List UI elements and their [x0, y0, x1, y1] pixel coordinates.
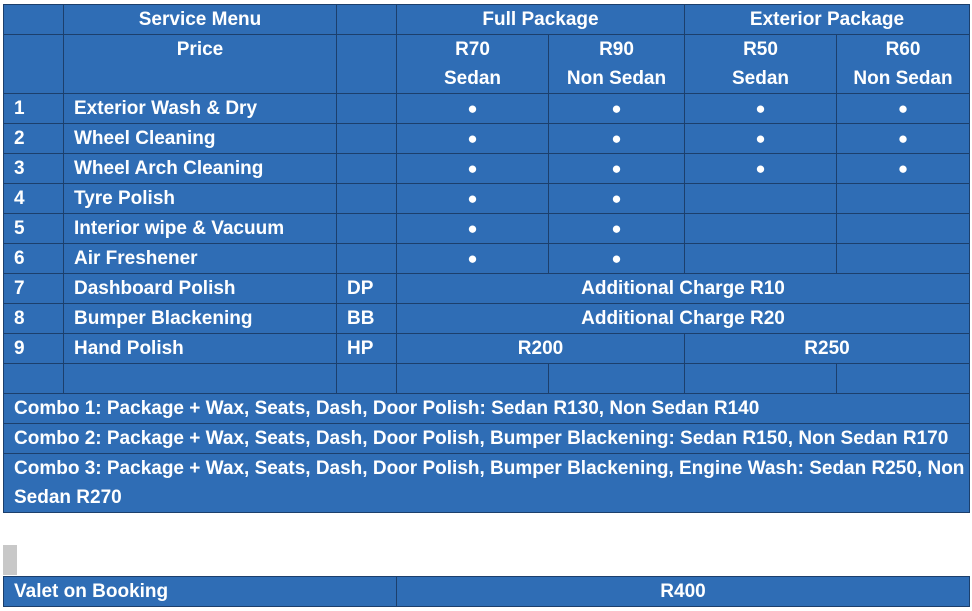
- full-package-heading: Full Package: [397, 5, 685, 35]
- service-name: Interior wipe & Vacuum: [64, 214, 337, 244]
- table-row: [4, 124, 970, 154]
- included-dot: ●: [549, 124, 685, 154]
- row-gap: [3, 545, 969, 575]
- header-blank-cell: [4, 35, 64, 94]
- table-row: [4, 244, 970, 274]
- price-heading: Price: [64, 35, 337, 94]
- price-column-header: [549, 35, 685, 94]
- table-row: [4, 304, 970, 334]
- included-dot: ●: [397, 124, 549, 154]
- row-number: 6: [4, 244, 64, 274]
- service-name: Wheel Cleaning: [64, 124, 337, 154]
- service-name: Wheel Arch Cleaning: [64, 154, 337, 184]
- blank-row: [4, 364, 970, 394]
- included-dot: ●: [549, 244, 685, 274]
- price-column-header: [685, 35, 837, 94]
- exterior-package-heading: Exterior Package: [685, 5, 970, 35]
- price-column-header: [397, 35, 549, 94]
- row-number: 3: [4, 154, 64, 184]
- empty-cell: [685, 244, 837, 274]
- included-dot: ●: [397, 154, 549, 184]
- service-code: [337, 94, 397, 124]
- service-menu-table: [3, 4, 970, 513]
- exterior-package-price: R250: [685, 334, 970, 364]
- included-dot: ●: [685, 124, 837, 154]
- empty-cell: [685, 214, 837, 244]
- included-dot: ●: [397, 214, 549, 244]
- column-price: R90: [599, 39, 634, 60]
- empty-cell: [837, 184, 970, 214]
- row-number: 2: [4, 124, 64, 154]
- full-package-price: R200: [397, 334, 685, 364]
- column-vehicle-type: Non Sedan: [853, 68, 953, 89]
- table-row: [4, 94, 970, 124]
- included-dot: ●: [837, 154, 970, 184]
- included-dot: ●: [837, 124, 970, 154]
- row-number: 7: [4, 274, 64, 304]
- service-name: Exterior Wash & Dry: [64, 94, 337, 124]
- valet-price: R400: [397, 577, 970, 607]
- table-row: [4, 334, 970, 364]
- service-code: [337, 184, 397, 214]
- included-dot: ●: [397, 94, 549, 124]
- combo-3: Combo 3: Package + Wax, Seats, Dash, Door Polish, Bumper Blackening, Engine Wash: Sedan R250, Non Sedan R270: [4, 454, 970, 513]
- included-dot: ●: [685, 94, 837, 124]
- included-dot: ●: [397, 244, 549, 274]
- header-blank-cell: [337, 35, 397, 94]
- table-row: [4, 274, 970, 304]
- included-dot: ●: [549, 94, 685, 124]
- included-dot: ●: [549, 214, 685, 244]
- row-marker: [3, 545, 17, 575]
- table-row: [4, 154, 970, 184]
- header-blank-cell: [337, 5, 397, 35]
- service-name: Air Freshener: [64, 244, 337, 274]
- empty-cell: [837, 244, 970, 274]
- table-row: [4, 184, 970, 214]
- service-code: [337, 154, 397, 184]
- row-number: 5: [4, 214, 64, 244]
- service-name: Hand Polish: [64, 334, 337, 364]
- price-column-header: [837, 35, 970, 94]
- header-blank-cell: [4, 5, 64, 35]
- column-vehicle-type: Non Sedan: [566, 68, 667, 89]
- combo-1: Combo 1: Package + Wax, Seats, Dash, Door Polish: Sedan R130, Non Sedan R140: [4, 394, 970, 424]
- service-code: [337, 124, 397, 154]
- column-price: R50: [743, 39, 778, 60]
- valet-label: Valet on Booking: [4, 577, 397, 607]
- column-vehicle-type: Sedan: [731, 68, 790, 89]
- service-code: HP: [337, 334, 397, 364]
- included-dot: ●: [837, 94, 970, 124]
- column-price: R60: [885, 39, 921, 60]
- service-name: Dashboard Polish: [64, 274, 337, 304]
- additional-charge: Additional Charge R20: [397, 304, 970, 334]
- service-code: [337, 214, 397, 244]
- service-name: Bumper Blackening: [64, 304, 337, 334]
- service-code: [337, 244, 397, 274]
- table-row: [4, 214, 970, 244]
- service-menu-heading: Service Menu: [64, 5, 337, 35]
- service-code: DP: [337, 274, 397, 304]
- column-vehicle-type: Sedan: [443, 68, 502, 89]
- valet-table: [3, 576, 970, 607]
- row-number: 1: [4, 94, 64, 124]
- row-number: 8: [4, 304, 64, 334]
- empty-cell: [837, 214, 970, 244]
- included-dot: ●: [549, 154, 685, 184]
- included-dot: ●: [549, 184, 685, 214]
- empty-cell: [685, 184, 837, 214]
- additional-charge: Additional Charge R10: [397, 274, 970, 304]
- included-dot: ●: [685, 154, 837, 184]
- column-price: R70: [455, 39, 490, 60]
- included-dot: ●: [397, 184, 549, 214]
- service-name: Tyre Polish: [64, 184, 337, 214]
- combo-2: Combo 2: Package + Wax, Seats, Dash, Door Polish, Bumper Blackening: Sedan R150, Non Sedan R170: [4, 424, 970, 454]
- row-number: 4: [4, 184, 64, 214]
- row-number: 9: [4, 334, 64, 364]
- service-code: BB: [337, 304, 397, 334]
